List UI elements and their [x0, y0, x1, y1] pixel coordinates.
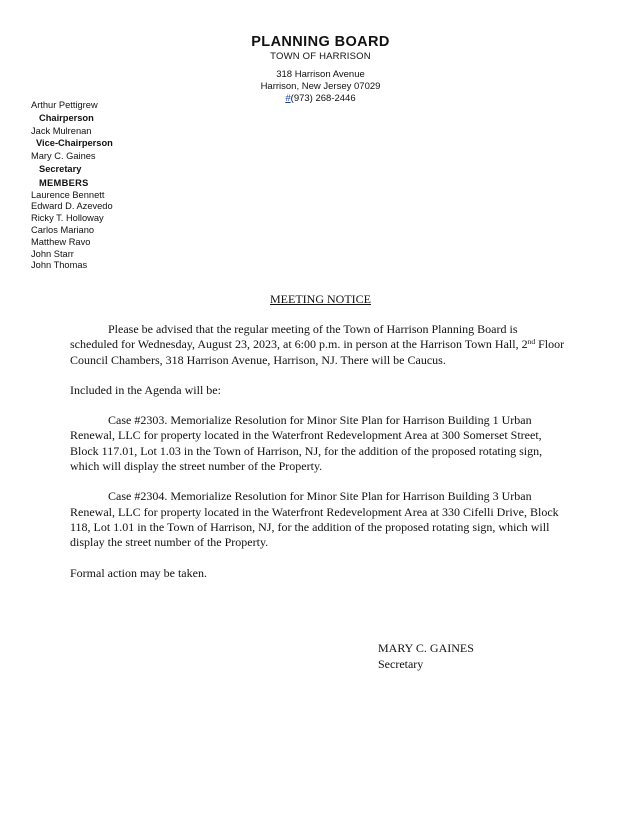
agenda-item-case-2304: Case #2304. Memorialize Resolution for Minor Site Plan for Harrison Building 3 Urban Renewal, LLC for property located in the Waterfront Redevelopment Area at 330 Cifelli Drive, Block 118, Lot 1.01 in the Town of Harrison, NJ, for the addition of the proposed rotating sign, which will display the street number of the Property.: [70, 489, 559, 550]
meeting-paragraph: [70, 322, 568, 368]
member-name: Laurence Bennett: [31, 189, 105, 200]
ordinal-suffix: nd: [527, 337, 536, 347]
address-line-2: Harrison, New Jersey 07029: [260, 81, 381, 92]
member-name: Matthew Ravo: [31, 236, 91, 247]
agenda-item-case-2303: Case #2303. Memorialize Resolution for Minor Site Plan for Harrison Building 1 Urban Renewal, LLC for property located in the Waterfront Redevelopment Area at 300 Somerset Street, Block 117.01, Lot 1.03 in the Town of Harrison, NJ, for the addition of the proposed rotating sign, which will display the street number of the Property.: [70, 413, 543, 474]
member-name: Carlos Mariano: [31, 224, 95, 235]
signatory-name: MARY C. GAINES: [378, 641, 474, 655]
agenda-intro: Included in the Agenda will be:: [70, 382, 221, 397]
member-name: Ricky T. Holloway: [31, 213, 104, 224]
board-members-list: [31, 100, 191, 272]
closing-statement: Formal action may be taken.: [70, 565, 207, 580]
chairperson-name: Arthur Pettigrew: [31, 100, 98, 110]
letterhead: [0, 34, 641, 105]
secretary-name: Mary C. Gaines: [31, 151, 96, 162]
secretary-role: Secretary: [39, 163, 82, 174]
organization-title: PLANNING BOARD: [251, 34, 390, 50]
chairperson-role: Chairperson: [39, 112, 94, 123]
signatory-title: Secretary: [378, 656, 424, 671]
signature-block: [378, 641, 474, 672]
member-name: John Starr: [31, 248, 74, 259]
organization-subtitle: TOWN OF HARRISON: [270, 51, 371, 62]
notice-body: [70, 322, 568, 596]
notice-title: MEETING NOTICE: [270, 292, 371, 306]
members-heading: MEMBERS: [39, 177, 89, 188]
member-name: John Thomas: [31, 260, 88, 271]
vice-chairperson-role: Vice-Chairperson: [36, 138, 113, 149]
meeting-text-part2: Floor Council Chambers, 318 Harrison Avenue, Harrison, NJ. There will be Caucus.: [70, 337, 565, 367]
member-name: Edward D. Azevedo: [31, 201, 113, 212]
address-line-1: 318 Harrison Avenue: [276, 69, 365, 80]
meeting-text-part1: Please be advised that the regular meeting of the Town of Harrison Planning Board is scheduled for Wednesday, August 23, 2023, at 6:00 p.m. in person at the Harrison Town Hall, 2: [70, 322, 528, 352]
phone-number: (973) 268-2446: [290, 93, 356, 104]
phone-prefix: #: [285, 93, 291, 104]
vice-chairperson-name: Jack Mulrenan: [31, 125, 92, 136]
